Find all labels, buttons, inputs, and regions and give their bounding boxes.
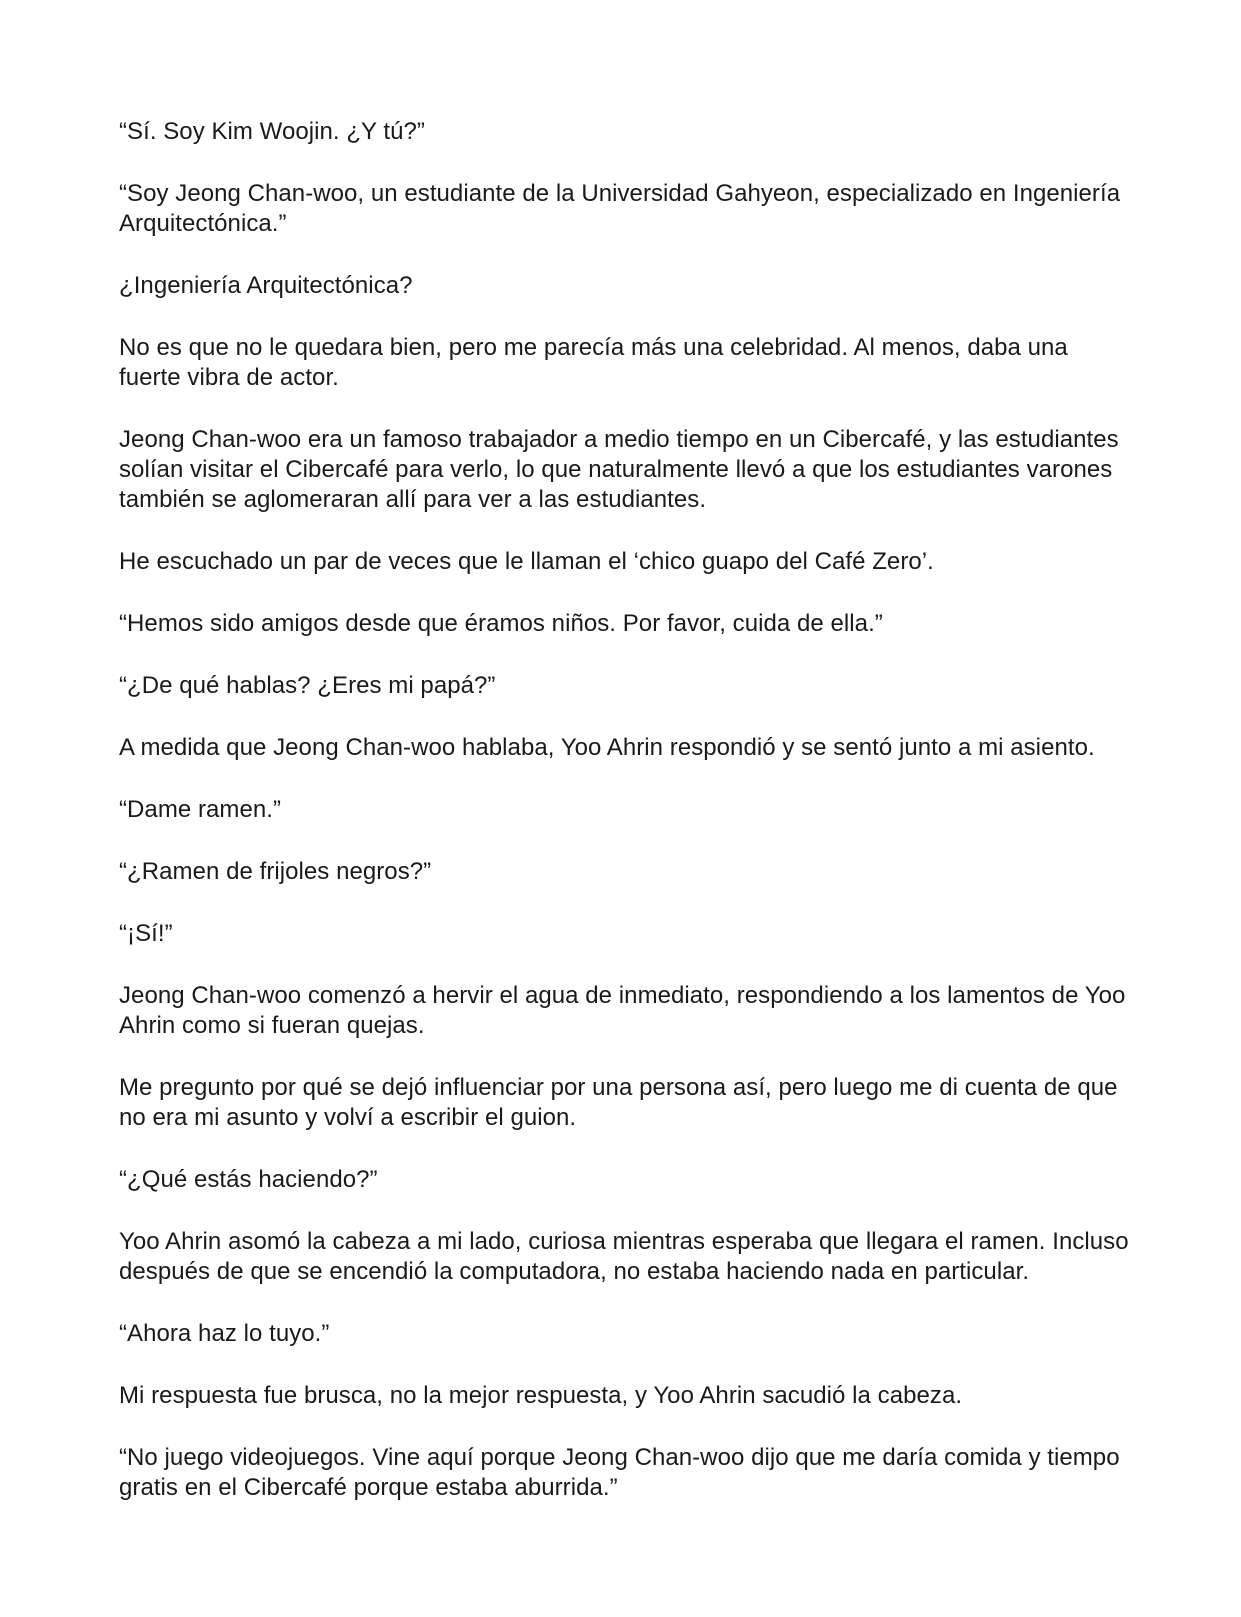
paragraph: Jeong Chan-woo era un famoso trabajador a medio tiempo en un Cibercafé, y las estudiantes solían visitar el Cibercafé para verlo, lo que naturalmente llevó a que los estudiantes varones también se aglomeraran allí para ver a las estudiantes. [119, 426, 1119, 513]
paragraph: “¿Qué estás haciendo?” [119, 1166, 378, 1193]
paragraph: “¿De qué hablas? ¿Eres mi papá?” [119, 672, 496, 699]
document-body [119, 117, 1129, 1535]
paragraph: “¿Ramen de frijoles negros?” [119, 858, 432, 885]
paragraph: No es que no le quedara bien, pero me parecía más una celebridad. Al menos, daba una fuerte vibra de actor. [119, 334, 1068, 391]
paragraph: A medida que Jeong Chan-woo hablaba, Yoo Ahrin respondió y se sentó junto a mi asiento. [119, 734, 1095, 761]
paragraph: Jeong Chan-woo comenzó a hervir el agua de inmediato, respondiendo a los lamentos de Yoo Ahrin como si fueran quejas. [119, 982, 1126, 1039]
paragraph: “Sí. Soy Kim Woojin. ¿Y tú?” [119, 118, 425, 145]
paragraph: Mi respuesta fue brusca, no la mejor respuesta, y Yoo Ahrin sacudió la cabeza. [119, 1382, 963, 1409]
paragraph: “Hemos sido amigos desde que éramos niños. Por favor, cuida de ella.” [119, 610, 883, 637]
paragraph: “Soy Jeong Chan-woo, un estudiante de la Universidad Gahyeon, especializado en Ingeniería Arquitectónica.” [119, 180, 1121, 237]
paragraph: Me pregunto por qué se dejó influenciar por una persona así, pero luego me di cuenta de que no era mi asunto y volví a escribir el guion. [119, 1074, 1118, 1131]
paragraph: ¿Ingeniería Arquitectónica? [119, 272, 413, 299]
paragraph: “Ahora haz lo tuyo.” [119, 1320, 330, 1347]
paragraph: He escuchado un par de veces que le llaman el ‘chico guapo del Café Zero’. [119, 548, 934, 575]
paragraph: Yoo Ahrin asomó la cabeza a mi lado, curiosa mientras esperaba que llegara el ramen. Incluso después de que se encendió la computadora, no estaba haciendo nada en particular. [119, 1228, 1129, 1285]
paragraph: “Dame ramen.” [119, 796, 282, 823]
paragraph: “¡Sí!” [119, 920, 173, 947]
paragraph: “No juego videojuegos. Vine aquí porque Jeong Chan-woo dijo que me daría comida y tiempo gratis en el Cibercafé porque estaba aburrida.” [119, 1444, 1120, 1501]
